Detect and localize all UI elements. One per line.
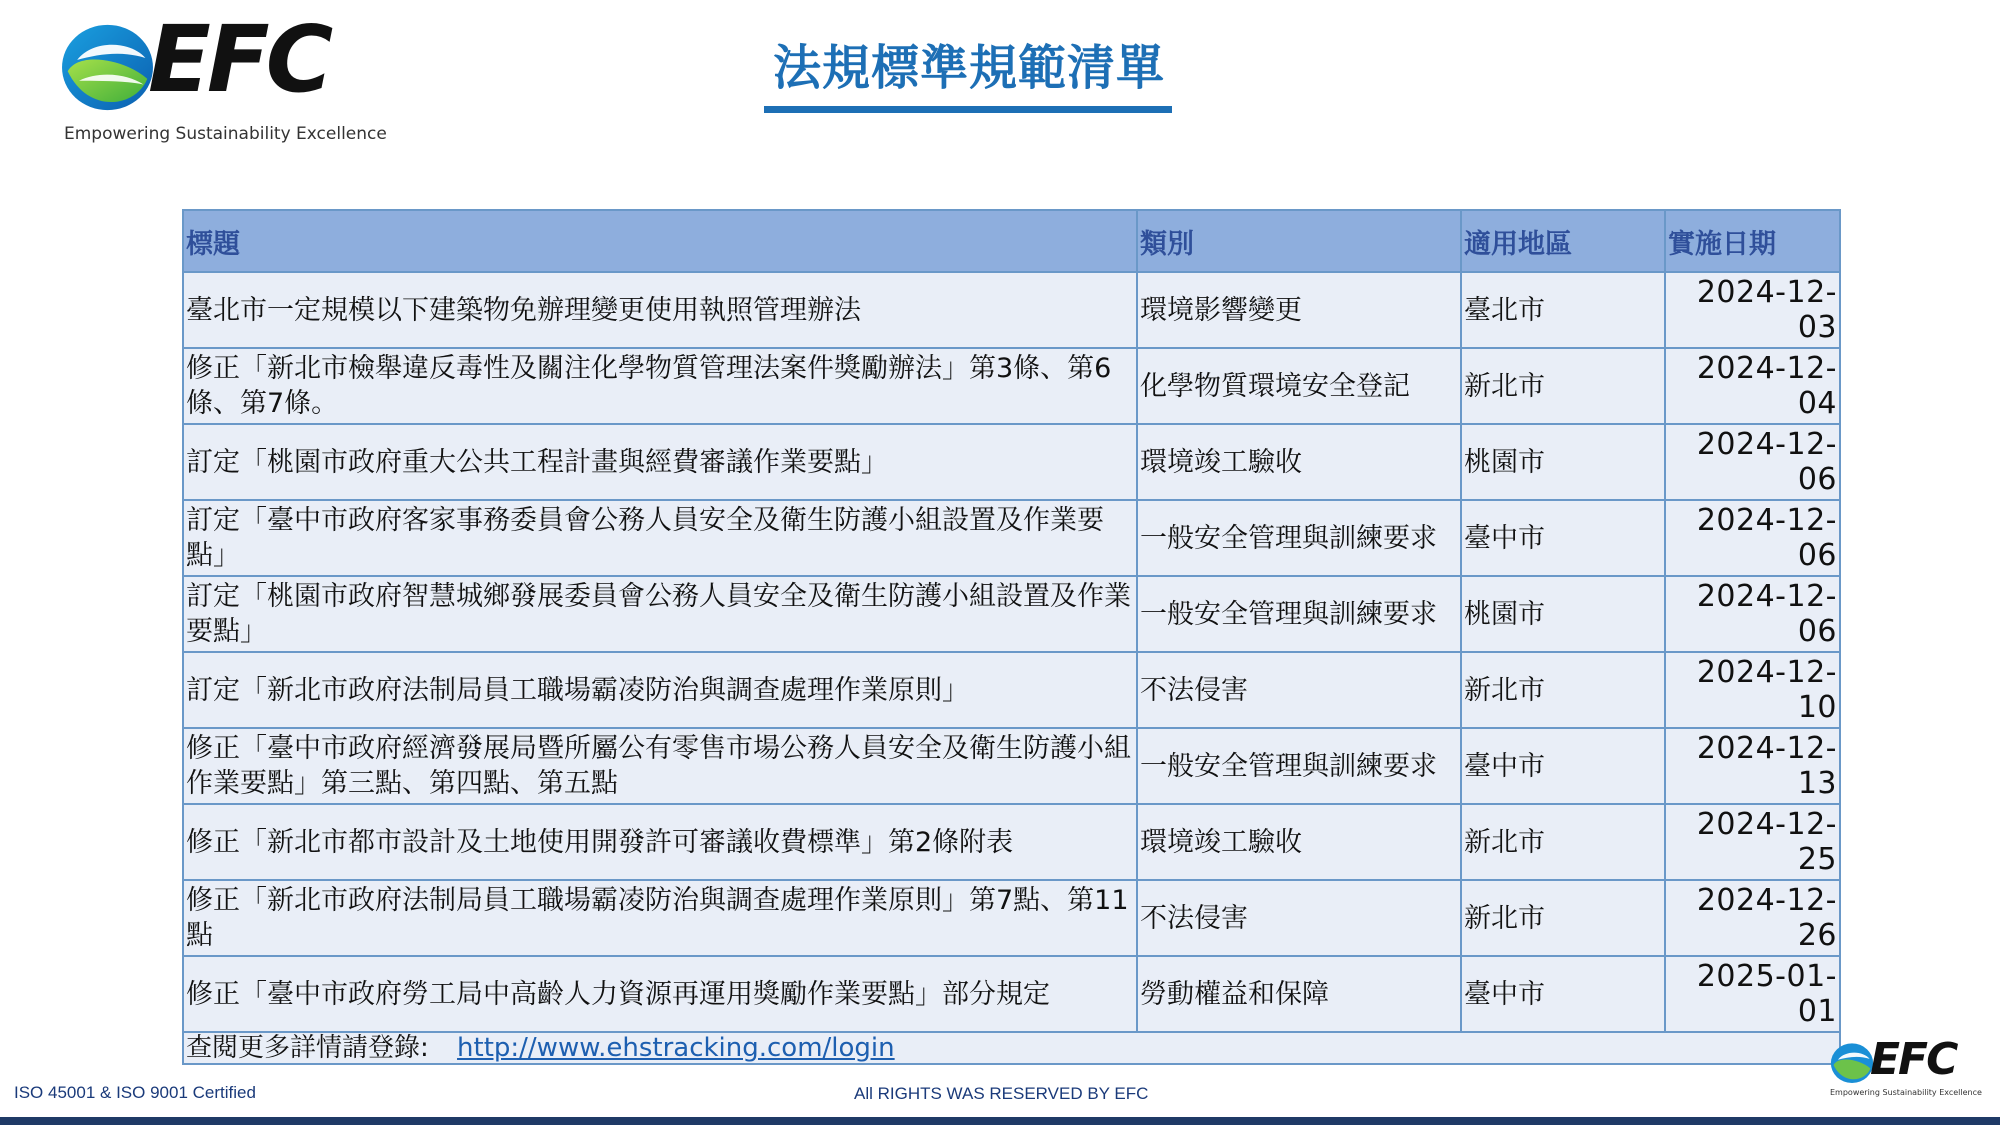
title-underline xyxy=(764,106,1172,113)
cell-category: 一般安全管理與訓練要求 xyxy=(1137,728,1461,804)
header-date: 實施日期 xyxy=(1665,210,1840,272)
cell-date: 2024-12-26 xyxy=(1665,880,1840,956)
cell-region: 新北市 xyxy=(1461,880,1665,956)
cell-category: 一般安全管理與訓練要求 xyxy=(1137,500,1461,576)
cell-region: 臺北市 xyxy=(1461,272,1665,348)
cell-region: 桃園市 xyxy=(1461,576,1665,652)
cell-date: 2024-12-06 xyxy=(1665,424,1840,500)
cell-category: 勞動權益和保障 xyxy=(1137,956,1461,1032)
regulation-table xyxy=(182,209,1839,1065)
efc-swirl-logo-icon xyxy=(60,22,155,112)
cell-date: 2024-12-13 xyxy=(1665,728,1840,804)
efc-logo xyxy=(60,6,387,152)
cell-title: 訂定「新北市政府法制局員工職場霸凌防治與調查處理作業原則」 xyxy=(183,652,1137,728)
cell-title: 臺北市一定規模以下建築物免辦理變更使用執照管理辦法 xyxy=(183,272,1137,348)
bottom-bar xyxy=(0,1117,2000,1125)
table-row xyxy=(183,956,1840,1032)
copyright-text: All RIGHTS WAS RESERVED BY EFC xyxy=(854,1084,1149,1103)
cell-category: 環境竣工驗收 xyxy=(1137,804,1461,880)
table-footer-row xyxy=(183,1032,1840,1064)
cell-region: 新北市 xyxy=(1461,348,1665,424)
cell-category: 一般安全管理與訓練要求 xyxy=(1137,576,1461,652)
cell-title: 訂定「桃園市政府智慧城鄉發展委員會公務人員安全及衛生防護小組設置及作業要點」 xyxy=(183,576,1137,652)
cell-category: 環境影響變更 xyxy=(1137,272,1461,348)
table-row xyxy=(183,424,1840,500)
cell-region: 新北市 xyxy=(1461,652,1665,728)
logo-brand-text: EFC xyxy=(1870,1034,1957,1085)
cell-region: 新北市 xyxy=(1461,804,1665,880)
header-title: 標題 xyxy=(183,210,1137,272)
table-header-row xyxy=(183,210,1840,272)
certification-text: ISO 45001 & ISO 9001 Certified xyxy=(14,1083,256,1102)
more-info-label: 查閱更多詳情請登錄: xyxy=(186,1033,429,1063)
table-row xyxy=(183,500,1840,576)
cell-date: 2024-12-06 xyxy=(1665,500,1840,576)
header-region: 適用地區 xyxy=(1461,210,1665,272)
cell-category: 不法侵害 xyxy=(1137,880,1461,956)
cell-region: 臺中市 xyxy=(1461,956,1665,1032)
table-row xyxy=(183,272,1840,348)
cell-title: 訂定「臺中市政府客家事務委員會公務人員安全及衛生防護小組設置及作業要點」 xyxy=(183,500,1137,576)
cell-title: 修正「新北市政府法制局員工職場霸凌防治與調查處理作業原則」第7點、第11點 xyxy=(183,880,1137,956)
efc-swirl-logo-icon xyxy=(1830,1042,1874,1084)
cell-date: 2024-12-06 xyxy=(1665,576,1840,652)
cell-title: 訂定「桃園市政府重大公共工程計畫與經費審議作業要點」 xyxy=(183,424,1137,500)
cell-title: 修正「臺中市政府勞工局中高齡人力資源再運用獎勵作業要點」部分規定 xyxy=(183,956,1137,1032)
cell-category: 化學物質環境安全登記 xyxy=(1137,348,1461,424)
cell-title: 修正「臺中市政府經濟發展局暨所屬公有零售市場公務人員安全及衛生防護小組作業要點」第三點、第四點、第五點 xyxy=(183,728,1137,804)
cell-region: 臺中市 xyxy=(1461,728,1665,804)
table-row xyxy=(183,652,1840,728)
table-row xyxy=(183,576,1840,652)
cell-category: 不法侵害 xyxy=(1137,652,1461,728)
logo-brand-text: EFC xyxy=(148,6,330,113)
logo-tagline: Empowering Sustainability Excellence xyxy=(64,124,387,144)
cell-region: 臺中市 xyxy=(1461,500,1665,576)
table-row xyxy=(183,880,1840,956)
cell-category: 環境竣工驗收 xyxy=(1137,424,1461,500)
cell-date: 2024-12-10 xyxy=(1665,652,1840,728)
cell-region: 桃園市 xyxy=(1461,424,1665,500)
table-row xyxy=(183,728,1840,804)
cell-date: 2024-12-25 xyxy=(1665,804,1840,880)
cell-date: 2024-12-03 xyxy=(1665,272,1840,348)
logo-tagline: Empowering Sustainability Excellence xyxy=(1830,1088,1982,1097)
table-row xyxy=(183,804,1840,880)
table-footer-cell xyxy=(183,1032,1840,1064)
cell-date: 2025-01-01 xyxy=(1665,956,1840,1032)
cell-title: 修正「新北市檢舉違反毒性及關注化學物質管理法案件獎勵辦法」第3條、第6條、第7條。 xyxy=(183,348,1137,424)
cell-title: 修正「新北市都市設計及土地使用開發許可審議收費標準」第2條附表 xyxy=(183,804,1137,880)
table-row xyxy=(183,348,1840,424)
header-category: 類別 xyxy=(1137,210,1461,272)
efc-logo-small xyxy=(1830,1034,1990,1100)
login-link[interactable]: http://www.ehstracking.com/login xyxy=(457,1033,895,1063)
page-title: 法規標準規範清單 xyxy=(772,40,1165,96)
cell-date: 2024-12-04 xyxy=(1665,348,1840,424)
